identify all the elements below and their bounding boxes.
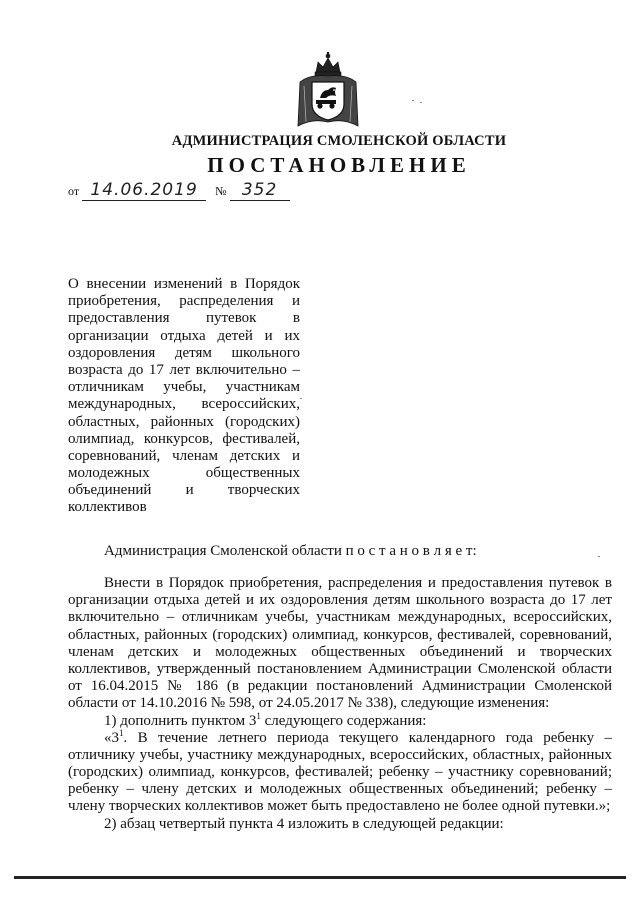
preamble: Администрация Смоленской области п о с т а н о в л я е т: [104,543,477,559]
title-line: организации отдыха детей и их [68,327,300,344]
document-type: ПОСТАНОВЛЕНИЕ [207,153,471,177]
quote-text: . В течение летнего периода текущего календарного года ребенку – [123,729,612,746]
title-line: возраста до 17 лет включительно – [68,361,300,378]
title-line: молодежных общественных [68,465,300,482]
body-line: организации отдыха детей и их оздоровления детям школьного возраста до 17 лет [68,592,612,609]
coat-of-arms-emblem [296,52,360,130]
quote-first-line [68,727,612,747]
scan-speck [420,102,422,103]
number-prefix: № [215,184,227,198]
body-line: коллективов, утвержденный постановлением Администрации Смоленской области [68,660,612,677]
organization-name: АДМИНИСТРАЦИЯ СМОЛЕНСКОЙ ОБЛАСТИ [171,133,507,149]
item-1 [68,710,612,730]
quote-line: отличнику учебы, участнику международных, всероссийских, областных, районных [68,746,612,763]
title-line: отличникам учебы, участникам [68,379,300,396]
body-line: от 16.04.2015 № 186 (в редакции постановлений Администрации Смоленской [68,678,612,695]
quote-line: члену творческих коллективов может быть предоставлено не более одной путевки.»; [68,798,611,815]
body-line: членам детских и молодежных общественных объединений и творческих [68,643,612,660]
title-line: О внесении изменений в Порядок [68,276,300,292]
scan-speck [412,100,414,101]
number-handwritten: 352 [230,180,290,201]
body-line: Внести в Порядок приобретения, распределения и предоставления путевок в [104,575,612,591]
date-prefix: от [68,184,80,198]
body-line: областных, районных (городских) олимпиад, конкурсов, фестивалей, соревнований, [68,626,612,643]
body-line: области от 14.10.2016 № 598, от 24.05.2017 № 338), следующие изменения: [68,695,550,712]
date-number-line [68,180,290,201]
title-line: соревнований, членам детских и [68,447,300,464]
body-line: включительно – отличникам учебы, участникам международных, всероссийских, [68,609,612,626]
item-2: 2) абзац четвертый пункта 4 изложить в следующей редакции: [104,815,504,832]
scan-speck [300,398,302,399]
item-1-superscript: 1 [256,710,261,721]
bottom-scan-edge [14,876,626,879]
quote-line: ребенку – члену детских и молодежных общественных объединений; ребенку – [68,781,612,798]
title-line: коллективов [68,499,147,516]
item-1-text-end: следующего содержания: [260,712,427,729]
title-line: международных, всероссийских, [68,396,300,413]
title-line: областных, районных (городских) [68,413,300,430]
quote-line: (городских) олимпиад, конкурсов, фестивалей; ребенку – участнику соревнований; [68,764,612,781]
title-line: объединений и творческих [68,482,300,499]
title-line: олимпиад, конкурсов, фестивалей, [68,430,300,447]
title-line: предоставления путевок в [68,310,300,327]
scan-speck [598,556,600,557]
title-line: оздоровления детям школьного [68,344,300,361]
quote-superscript: 1 [119,727,124,738]
resolution-body [68,575,612,833]
item-1-text: 1) дополнить пунктом 3 [104,712,257,729]
title-line: приобретения, распределения и [68,293,300,310]
date-handwritten: 14.06.2019 [82,180,206,201]
resolution-title [68,276,300,517]
quote-open: «3 [104,729,119,746]
